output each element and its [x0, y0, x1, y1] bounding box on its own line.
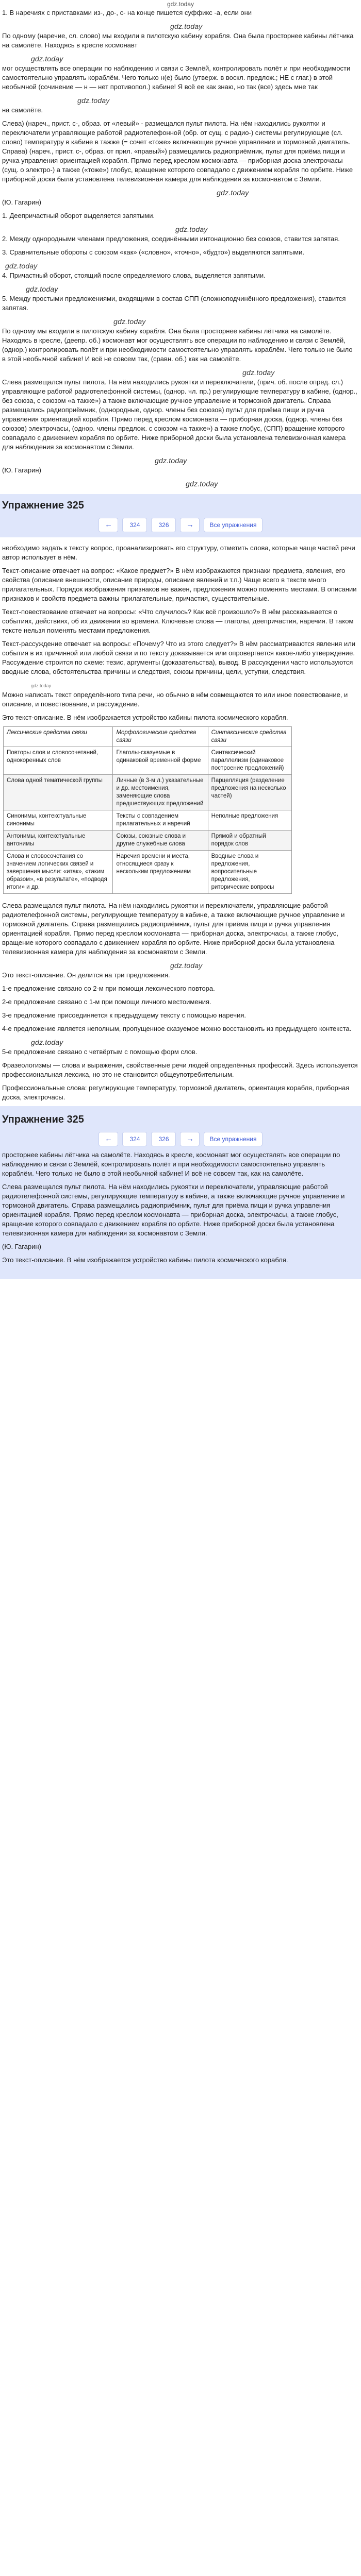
table-row — [4, 747, 292, 775]
exercise-panel-top — [0, 494, 361, 537]
next-exercise-number[interactable]: 326 — [151, 1132, 176, 1146]
text-paragraph: Текст-рассуждение отвечает на вопросы: «Почему? Что из этого следует?» В нём рассматриваются явления или события в их причинной или любой связи и по тексту доказывается или опровергается какое-либо утверждение. Рассуждение строится по схеме: тезис, аргументы (доказательства), вывод. В рассуждении часто используются вводные слова, обстоятельства причины и следствия, союзы причины, цели, уступки, следствия. — [2, 640, 356, 675]
text-paragraph: Слева размещался пульт пилота. На нём находились рукоятки и переключатели, управляющие работой радиотелефонной системы, регулирующие температуру в кабине, а также включающие ручное управление и тормозной двигатель. Справа размещались радиоприёмник, пульт для приёма пищи и ручка управления ориентацией корабля. Прямо перед креслом космонавта — приборная доска, электрочасы, а также глобус, вращение которого совпадало с движением корабля по орбите. Ниже приборной доски была установлена телевизионная камера для наблюдения за космонавтом с Земли. — [2, 1183, 345, 1237]
exercise-heading: Упражнение 325 — [2, 500, 84, 511]
text-paragraph: 1-е предложение связано со 2-м при помощи лексического повтора. — [2, 985, 215, 992]
text-paragraph: Это текст-описание. В нём изображается устройство кабины пилота космического корабля. — [2, 714, 288, 721]
table-cell: Синтаксический параллелизм (одинаковое построение предложений) — [208, 747, 291, 775]
watermark: gdz.today — [77, 96, 110, 105]
text-paragraph: 3-е предложение присоединяется к предыдущему тексту с помощью наречия. — [2, 1011, 246, 1019]
text-paragraph: просторнее кабины лётчика на самолёте. Находясь в кресле, космонавт мог осуществлять все операции по наблюдению и связи с Землёй, контролировать полёт и при необходимости самостоятельно управлять кораблём. Чего только не было в этой необычной кабине! И всё не совсем так, как на самолёте. — [2, 1151, 340, 1177]
prev-exercise-number[interactable]: 324 — [122, 518, 147, 532]
watermark: gdz.today — [217, 189, 249, 197]
watermark: gdz.today — [186, 480, 218, 488]
next-exercise-number[interactable]: 326 — [151, 518, 176, 532]
prev-exercise-button[interactable]: ← — [99, 518, 118, 532]
exercise-pager — [0, 518, 361, 532]
text-paragraph: необходимо задать к тексту вопрос, проанализировать его структуру, отметить слова, которые чаще частей речи автор использует в нём. — [2, 544, 355, 561]
text-paragraph: Это текст-описание. Он делится на три предложения. — [2, 971, 170, 979]
watermark: gdz.today — [26, 285, 58, 293]
analysis-section — [0, 901, 361, 1102]
table-cell: Слова и словосочетания со значением логических связей и завершения мысли: «итак», «таким образом», «в результате», «подводя итоги» и др. — [4, 851, 113, 894]
text-paragraph: Текст-описание отвечает на вопрос: «Какое предмет?» В нём изображаются признаки предмета, явления, его свойства (описание внешности, описание природы, описание явлений и т.п.) Чаще всего в тексте много прилагательных. Порядок изображения признаков не важен, предложения можно поменять местами. В описании признаков и свойств предмета важны прилагательные, причастия, существительные. — [2, 567, 357, 602]
text-paragraph: Фразеологизмы — слова и выражения, свойственные речи людей определённых профессий. Здесь используется профессиональная лексика, но это не становится общеупотребительным. — [2, 1061, 358, 1078]
text-paragraph: на самолёте. — [2, 106, 43, 114]
watermark-small: gdz.today — [31, 683, 52, 688]
table-cell: Союзы, союзные слова и другие служебные слова — [113, 831, 208, 851]
watermark: gdz.today — [242, 368, 275, 377]
text-paragraph: Профессиональные слова: регулирующие температуру, тормозной двигатель, ориентация корабля, приборная доска, электрочасы. — [2, 1084, 350, 1101]
prev-exercise-number[interactable]: 324 — [122, 1132, 147, 1146]
rule-item: 4. Причастный оборот, стоящий после определяемого слова, выделяется запятыми. — [2, 272, 266, 279]
text-paragraph: мог осуществлять все операции по наблюдению и связи с Землёй, контролировать полёт и при необходимости самостоятельно управлять кораблём. Чего только н(е) было (утверж. в воскл. предлож.; НЕ с глаг.) в этой необычной (сочинение — н — нет противопол.) кабине! Я всё ее как знаю, но так (все) здесь мне так — [2, 64, 351, 91]
watermark-top: gdz.today — [167, 1, 194, 8]
author-line: (Ю. Гагарин) — [2, 466, 41, 474]
table-cell: Парцелляция (разделение предложения на несколько частей) — [208, 775, 291, 810]
table-cell: Неполные предложения — [208, 810, 291, 831]
rule-item: 2. Между однородными членами предложения, соединёнными интонационно без союзов, ставится запятая. — [2, 235, 340, 243]
table-header-cell: Лексические средства связи — [4, 727, 113, 747]
author-line: (Ю. Гагарин) — [2, 198, 41, 206]
table-row — [4, 831, 292, 851]
watermark: gdz.today — [175, 225, 208, 233]
rule-item: 1. Деепричастный оборот выделяется запятыми. — [2, 212, 155, 219]
watermark: gdz.today — [170, 22, 203, 30]
table-cell: Личные (в 3-м л.) указательные и др. местоимения, заменяющие слова предшествующих предложений — [113, 775, 208, 810]
table-cell: Слова одной тематической группы — [4, 775, 113, 810]
table-row — [4, 775, 292, 810]
annotated-paragraph: Слева размещался пульт пилота. На нём находились рукоятки и переключатели, (прич. об. после опред. сл.) управляющие работой радиотелефонной системы, (однор. чл. пр.) регулирующие температуру в кабине, (однор., без союза, с союзом «а также») а также включающие ручное управление и тормозной двигатель. Справа размещались радиоприёмник, (однородные, однор. члены без союзов) пульт для приёма пищи и ручка управления ориентацией корабля. Прямо перед креслом космонавта — приборная доска, (однор. члены без союзов) электрочасы, (однор. члены предлож. с союзом «а также») а также глобус, (СПП) вращение которого совпадало с движением корабля по орбите. Ниже приборной доски была установлена телевизионная камера для наблюдения за космонавтом с Земли. — [2, 378, 357, 451]
theory-section — [0, 544, 361, 894]
rule-item: 3. Сравнительные обороты с союзом «как» («словно», «точно», «будто») выделяются запятыми. — [2, 248, 304, 256]
text-paragraph: По одному (наречие, сл. слово) мы входили в пилотскую кабину корабля. Она была просторнее кабины лётчика на самолёте. Находясь в кресле космонавт — [2, 32, 354, 49]
table-cell: Прямой и обратный порядок слов — [208, 831, 291, 851]
prev-exercise-button[interactable]: ← — [99, 1132, 118, 1146]
watermark: gdz.today — [31, 55, 63, 63]
watermark: gdz.today — [5, 262, 38, 270]
text-paragraph: 2-е предложение связано с 1-м при помощи личного местоимения. — [2, 998, 211, 1006]
text-paragraph: Текст-повествование отвечает на вопросы: «Что случилось? Как всё произошло?» В нём рассказывается о событиях, действиях, об их движении во времени. Ключевые слова — глаголы, деепричастия, наречия. В таком тексте нельзя поменять местами предложения. — [2, 608, 354, 634]
table-header-row — [4, 727, 292, 747]
next-exercise-button[interactable]: → — [180, 1132, 200, 1146]
all-exercises-link[interactable]: Все упражнения — [204, 1132, 262, 1146]
table-header-cell: Синтаксические средства связи — [208, 727, 291, 747]
table-cell: Наречия времени и места, относящиеся сразу к нескольким предложениям — [113, 851, 208, 894]
text-paragraph: 1. В наречиях с приставками из-, до-, с- на конце пишется суффикс -а, если они — [2, 9, 252, 16]
next-exercise-button[interactable]: → — [180, 518, 200, 532]
rule-item: 5. Между простыми предложениями, входящими в состав СПП (сложноподчинённого предложения), ставится запятая. — [2, 295, 346, 312]
exercise-panel-bottom — [0, 1106, 361, 1279]
page-content — [0, 0, 361, 1279]
watermark: gdz.today — [170, 961, 203, 970]
table-cell: Антонимы, контекстуальные антонимы — [4, 831, 113, 851]
table-cell: Вводные слова и предложения, вопросительные предложения, риторические вопросы — [208, 851, 291, 894]
text-paragraph: 4-е предложение является неполным, пропущенное сказуемое можно восстановить из предыдущего контекста. — [2, 1025, 352, 1032]
exercise-heading: Упражнение 325 — [2, 1114, 84, 1125]
table-cell: Синонимы, контекстуальные синонимы — [4, 810, 113, 831]
table-row — [4, 810, 292, 831]
text-paragraph: 5-е предложение связано с четвёртым с помощью форм слов. — [2, 1048, 198, 1056]
exercise-pager — [0, 1132, 361, 1146]
cohesion-table — [3, 726, 292, 894]
all-exercises-link[interactable]: Все упражнения — [204, 518, 262, 532]
watermark: gdz.today — [113, 317, 146, 326]
rules-section — [0, 8, 361, 489]
annotated-paragraph: По одному мы входили в пилотскую кабину корабля. Она была просторнее кабины лётчика на самолёте. Находясь в кресле, (деепр. об.) космонавт мог осуществлять все операции по наблюдению и связи с Землёй, (однор.) контролировать полёт и при необходимости самостоятельно управлять кораблём. Чего только не было в этой необычной кабине! И всё не совсем так, (сравн. об.) как на самолёте. — [2, 327, 353, 363]
author-line: (Ю. Гагарин) — [2, 1243, 41, 1250]
table-header-cell: Морфологические средства связи — [113, 727, 208, 747]
text-paragraph: Слева размещался пульт пилота. На нём находились рукоятки и переключатели, управляющие работой радиотелефонной системы, регулирующие температуру в кабине, а также включающие ручное управление и тормозной двигатель. Справа размещались радиоприёмник, пульт для приёма пищи и ручка управления ориентацией корабля. Прямо перед креслом космонавта — приборная доска, электрочасы, а также глобус, вращение которого совпадало с движением корабля по орбите. Ниже приборной доски была установлена телевизионная камера для наблюдения за космонавтом с Земли. — [2, 902, 345, 956]
table-cell: Тексты с совпадением прилагательных и наречий — [113, 810, 208, 831]
table-cell: Глаголы-сказуемые в одинаковой временной форме — [113, 747, 208, 775]
text-paragraph: Это текст-описание. В нём изображается устройство кабины пилота космического корабля. — [2, 1256, 288, 1264]
text-paragraph: Можно написать текст определённого типа речи, но обычно в нём совмещаются то или иное повествование, и описание, и повествование, и рассуждение. — [2, 691, 348, 708]
watermark: gdz.today — [155, 456, 187, 465]
table-cell: Повторы слов и словосочетаний, однокоренных слов — [4, 747, 113, 775]
watermark: gdz.today — [31, 1038, 63, 1046]
table-row — [4, 851, 292, 894]
annotated-paragraph: Слева) (нареч., прист. с-, образ. от «левый» - размещался пульт пилота. На нём находились рукоятки и переключатели управляющие работой радиотелефонной (обр. от сущ. с радио-) системы регулирующие (сл. слово) температуру в кабине в тажже (= сочет «тоже» включающие ручное управление и тормозной двигатель. Справа) (нареч., прист. с-, образ. от прил. «правый») размещались радиоприёмник, пульт для приёма пищи и ручка управления ориентацией корабля. Прямо перед креслом космонавта — приборная доска электрочасы (сущ. о электро-) а также («тоже») глобус, вращение которого совпадало с движением корабля по орбите. Ниже приборной доски была установлена телевизионная камера для наблюдения за космонавтом с Земли. — [2, 120, 353, 183]
